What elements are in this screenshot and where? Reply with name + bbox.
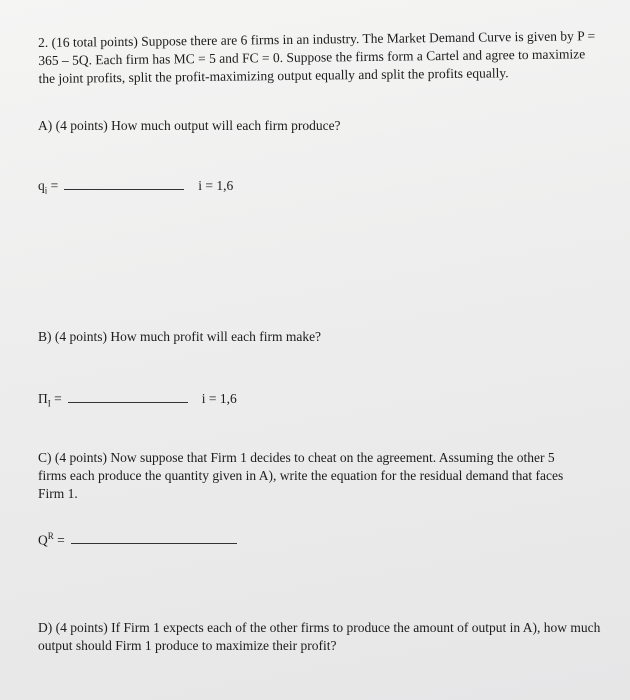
part-a-index: i = 1,6 xyxy=(198,178,234,193)
problem-statement: 2. (16 total points) Suppose there are 6 firms in an industry. The Market Demand Curve is given by P = 365 – 5Q. Each firm has MC = 5 and FC = 0. Suppose the firms form a Cartel and agree to maximize the joint profits, split the profit-maximizing output equally and split the profits equally. xyxy=(38,28,596,86)
part-b-question: B) (4 points) How much profit will each firm make? xyxy=(38,329,322,344)
part-a-question: A) (4 points) How much output will each firm produce? xyxy=(38,118,341,133)
part-c-answer-blank[interactable] xyxy=(71,529,237,544)
part-c-answer-label: $Q^R$ = xyxy=(38,530,65,547)
part-b-index: i = 1,6 xyxy=(201,391,237,406)
part-b-answer-label: $\Pi_I$ = xyxy=(38,391,62,409)
part-b-answer-line xyxy=(38,388,237,409)
part-b-answer-blank[interactable] xyxy=(68,388,188,403)
part-a-answer-label: $q_i$ = xyxy=(38,178,59,196)
part-c-question: C) (4 points) Now suppose that Firm 1 decides to cheat on the agreement. Assuming the other 5 firms each produce the quantity given in A), write the equation for the residual demand that faces Firm 1. xyxy=(38,450,564,501)
part-a-answer-blank[interactable] xyxy=(64,175,184,190)
part-d-question: D) (4 points) If Firm 1 expects each of the other firms to produce the amount of output in A), how much output should Firm 1 produce to maximize their profit? xyxy=(38,620,601,653)
part-c-answer-line xyxy=(38,529,245,548)
part-a-answer-line xyxy=(38,175,233,196)
